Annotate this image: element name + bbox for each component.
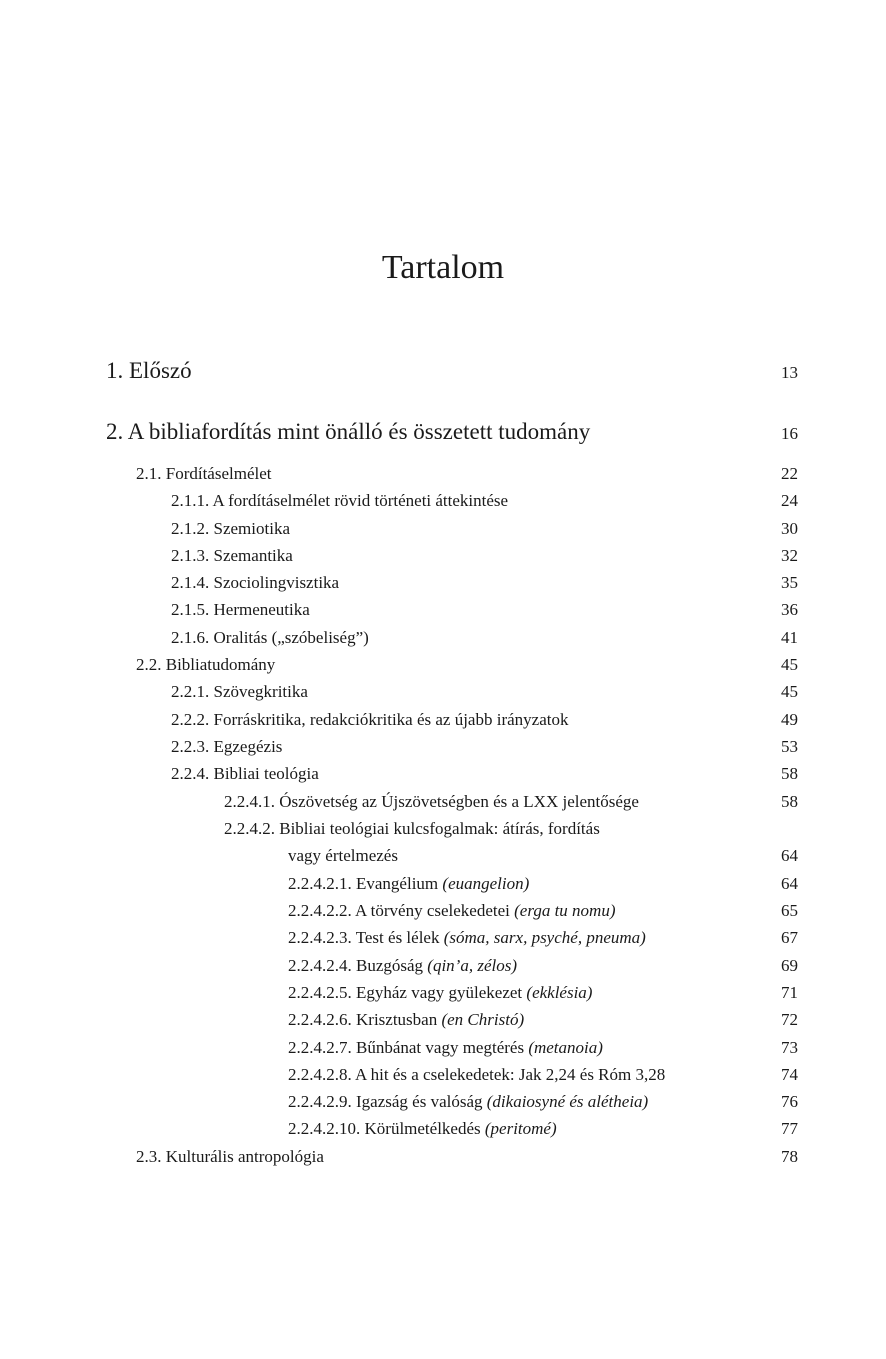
toc-entry-2-2-4-1[interactable] <box>0 790 886 814</box>
toc-entry-2-2-4-2-continuation[interactable] <box>0 844 886 868</box>
toc-entry-label <box>288 1090 648 1114</box>
toc-page-number: 49 <box>781 710 798 729</box>
toc-page-number: 58 <box>781 792 798 811</box>
toc-entry-label: 2.3. Kulturális antropológia <box>136 1147 324 1166</box>
toc-page-number: 76 <box>781 1092 798 1111</box>
toc-page-number: 58 <box>781 764 798 783</box>
toc-entry-label: 2.1. Fordításelmélet <box>136 464 272 483</box>
toc-page-number: 64 <box>781 846 798 865</box>
toc-entry-chapter-2[interactable] <box>0 415 886 449</box>
toc-page-number: 67 <box>781 928 798 947</box>
toc-entry-label: 2.2.3. Egzegézis <box>171 737 283 756</box>
toc-entry-label: 2.2.4.2. Bibliai teológiai kulcsfogalmak: átírás, fordítás <box>224 819 600 838</box>
toc-entry-label <box>288 872 529 896</box>
toc-entry-label: 2. A bibliafordítás mint önálló és összetett tudomány <box>106 419 591 444</box>
toc-entry-term: (euangelion) <box>442 874 530 893</box>
toc-page-number: 77 <box>781 1119 798 1138</box>
toc-page-number: 73 <box>781 1038 798 1057</box>
toc-page-number: 13 <box>781 363 798 382</box>
toc-entry-label: 2.2. Bibliatudomány <box>136 655 276 674</box>
toc-entry-text: 2.2.4.2.6. Krisztusban <box>288 1010 442 1029</box>
toc-entry-label: 1. Előszó <box>106 358 192 383</box>
toc-entry-2-2[interactable] <box>0 653 886 677</box>
toc-entry-2-1-2[interactable] <box>0 517 886 541</box>
toc-entry-2-2-4[interactable] <box>0 762 886 786</box>
toc-entry-label <box>288 926 646 950</box>
toc-entry-text: 2.2.4.2.1. Evangélium <box>288 874 443 893</box>
toc-entry-label: 2.2.2. Forráskritika, redakciókritika és az újabb irányzatok <box>171 710 569 729</box>
toc-entry-2-2-4-2-7[interactable] <box>0 1036 886 1060</box>
toc-entry-2-1-4[interactable] <box>0 571 886 595</box>
toc-page-number: 36 <box>781 600 798 619</box>
toc-title: Tartalom <box>381 249 505 286</box>
toc-entry-2-1-6[interactable] <box>0 626 886 650</box>
toc-entry-term: (sóma, sarx, psyché, pneuma) <box>443 928 646 947</box>
toc-page-number: 71 <box>781 983 798 1002</box>
toc-entry-text: 2.2.4.2.10. Körülmetélkedés <box>288 1119 485 1138</box>
toc-page-number: 64 <box>781 874 798 893</box>
toc-entry-2-2-4-2-5[interactable] <box>0 981 886 1005</box>
toc-entry-label <box>288 1036 603 1060</box>
toc-page-number: 74 <box>781 1065 798 1084</box>
toc-entry-label: 2.2.4.1. Ószövetség az Újszövetségben és a LXX jelentősége <box>224 792 639 811</box>
toc-entry-2-2-4-2-10[interactable] <box>0 1117 886 1141</box>
toc-entry-term: (dikaiosyné és alétheia) <box>486 1092 649 1111</box>
toc-entry-term: (peritomé) <box>484 1119 557 1138</box>
toc-entry-2-2-4-2-1[interactable] <box>0 872 886 896</box>
toc-entry-2-2-4-2-4[interactable] <box>0 954 886 978</box>
toc-entry-2-1[interactable] <box>0 462 886 486</box>
toc-page-number: 53 <box>781 737 798 756</box>
toc-entry-label <box>288 954 517 978</box>
toc-page-number: 35 <box>781 573 798 592</box>
toc-entry-text: 2.2.4.2.2. A törvény cselekedetei <box>288 901 515 920</box>
toc-entry-2-1-3[interactable] <box>0 544 886 568</box>
toc-page-number: 69 <box>781 956 798 975</box>
toc-page-number: 32 <box>781 546 798 565</box>
toc-page-number: 78 <box>781 1147 798 1166</box>
toc-entry-label: 2.1.2. Szemiotika <box>171 519 290 538</box>
toc-entry-label: 2.2.4.2.8. A hit és a cselekedetek: Jak 2,24 és Róm 3,28 <box>288 1065 666 1084</box>
toc-entry-2-3[interactable] <box>0 1145 886 1169</box>
toc-entry-preface[interactable] <box>0 354 886 388</box>
toc-entry-text: 2.2.4.2.7. Bűnbánat vagy megtérés <box>288 1038 529 1057</box>
toc-page-number: 72 <box>781 1010 798 1029</box>
toc-entry-text: 2.2.4.2.4. Buzgóság <box>288 956 428 975</box>
toc-entry-label <box>288 899 616 923</box>
toc-entry-2-1-1[interactable] <box>0 489 886 513</box>
toc-entry-label: 2.1.6. Oralitás („szóbeliség”) <box>171 628 369 647</box>
toc-entry-term: (qin’a, zélos) <box>427 956 518 975</box>
toc-entry-label <box>288 1008 524 1032</box>
toc-entry-2-2-4-2-8[interactable] <box>0 1063 886 1087</box>
toc-page-number: 45 <box>781 655 798 674</box>
toc-entry-text: 2.2.4.2.3. Test és lélek <box>288 928 444 947</box>
toc-page-number: 16 <box>781 424 798 443</box>
toc-entry-2-2-4-2[interactable] <box>0 817 886 841</box>
toc-entry-label: 2.1.5. Hermeneutika <box>171 600 310 619</box>
toc-page-number: 22 <box>781 464 798 483</box>
toc-entry-2-2-4-2-9[interactable] <box>0 1090 886 1114</box>
toc-entry-label: 2.1.4. Szociolingvisztika <box>171 573 340 592</box>
toc-page-number: 41 <box>781 628 798 647</box>
toc-entry-text: 2.2.4.2.9. Igazság és valóság <box>288 1092 487 1111</box>
toc-entry-2-2-4-2-3[interactable] <box>0 926 886 950</box>
toc-entry-2-2-3[interactable] <box>0 735 886 759</box>
toc-entry-label <box>288 1117 557 1141</box>
toc-entry-term: (metanoia) <box>528 1038 603 1057</box>
toc-entry-label: vagy értelmezés <box>288 846 398 865</box>
toc-entry-term: (en Christó) <box>441 1010 525 1029</box>
toc-entry-term: (erga tu nomu) <box>514 901 616 920</box>
toc-entry-2-2-2[interactable] <box>0 708 886 732</box>
toc-entry-label: 2.2.1. Szövegkritika <box>171 682 308 701</box>
toc-entry-label: 2.2.4. Bibliai teológia <box>171 764 319 783</box>
toc-entry-2-1-5[interactable] <box>0 598 886 622</box>
toc-page-number: 24 <box>781 491 798 510</box>
toc-entry-2-2-4-2-6[interactable] <box>0 1008 886 1032</box>
toc-page-number: 30 <box>781 519 798 538</box>
toc-entry-2-2-1[interactable] <box>0 680 886 704</box>
toc-entry-2-2-4-2-2[interactable] <box>0 899 886 923</box>
toc-entry-label: 2.1.3. Szemantika <box>171 546 293 565</box>
toc-page-number: 65 <box>781 901 798 920</box>
toc-entry-text: 2.2.4.2.5. Egyház vagy gyülekezet <box>288 983 527 1002</box>
toc-page-number: 45 <box>781 682 798 701</box>
toc-entry-label: 2.1.1. A fordításelmélet rövid történeti áttekintése <box>171 491 509 510</box>
toc-entry-term: (ekklésia) <box>526 983 593 1002</box>
toc-entry-label <box>288 981 592 1005</box>
